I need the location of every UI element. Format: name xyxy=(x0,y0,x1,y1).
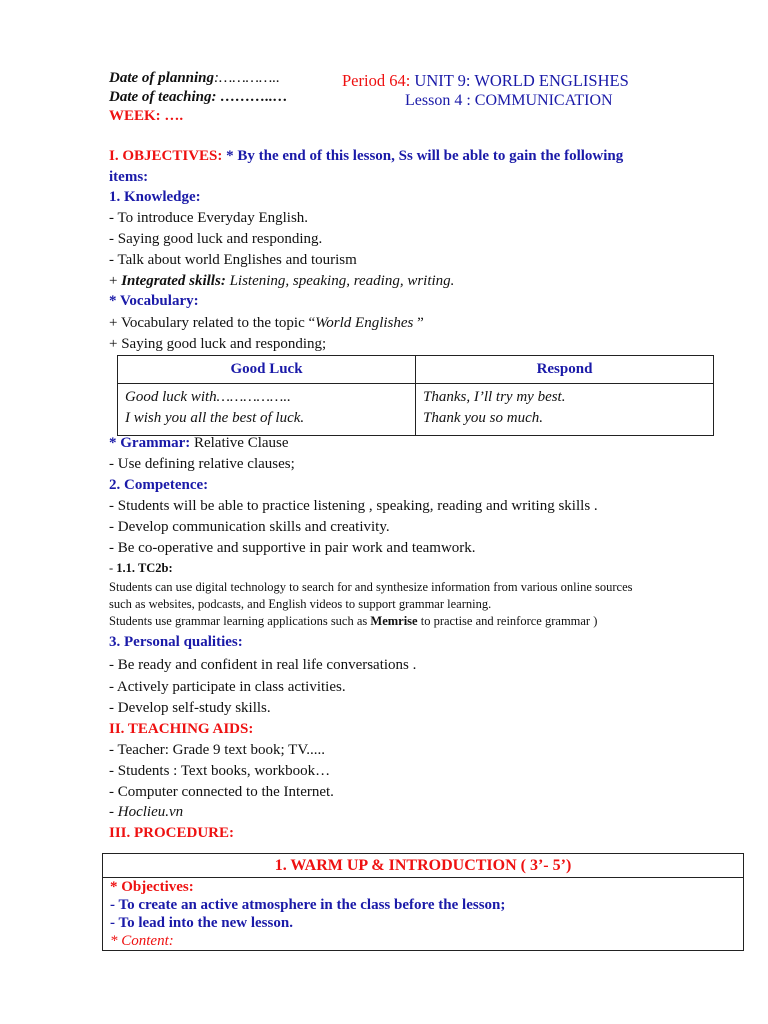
teaching-aid-item: - Students : Text books, workbook… xyxy=(109,763,331,779)
objectives-intro-cont: items: xyxy=(109,169,149,185)
warm-up-objective-item: - To create an active atmosphere in the class before the lesson; xyxy=(110,897,506,913)
table-row xyxy=(118,384,714,436)
integrated-label: Integrated skills: xyxy=(121,273,226,289)
competence-item: - Students will be able to practice listening , speaking, reading and writing skills . xyxy=(109,498,598,514)
teaching-aid-item: - Computer connected to the Internet. xyxy=(109,784,334,800)
vocabulary-item xyxy=(109,315,424,332)
unit-name: UNIT 9: WORLD ENGLISHES xyxy=(410,71,629,90)
competence-heading: 2. Competence: xyxy=(109,477,209,493)
teaching-value: : ………..… xyxy=(211,89,288,105)
tc2b-text: Students can use digital technology to search for and synthesize information from various online sources xyxy=(109,580,633,594)
objectives-label: I. OBJECTIVES: xyxy=(109,148,223,164)
respond-phrase: Thank you so much. xyxy=(423,410,543,426)
vocabulary-item: + Saying good luck and responding; xyxy=(109,336,327,352)
knowledge-item: - Talk about world Englishes and tourism xyxy=(109,252,357,268)
grammar-label: * Grammar: xyxy=(109,435,191,451)
warm-up-objective-item: - To lead into the new lesson. xyxy=(110,915,293,931)
integrated-prefix: + xyxy=(109,273,122,289)
warm-up-box xyxy=(102,853,744,951)
teaching-aid-item: - Teacher: Grade 9 text book; TV..... xyxy=(109,742,325,758)
vocab-suffix: ” xyxy=(413,315,424,331)
good-luck-phrase: I wish you all the best of luck. xyxy=(125,410,305,426)
good-luck-phrase: Good luck with…………….. xyxy=(125,389,291,405)
date-of-teaching xyxy=(109,89,288,106)
objectives-heading xyxy=(109,148,623,165)
period-label: Period 64: xyxy=(342,71,411,90)
warm-up-objectives-label: * Objectives: xyxy=(110,879,194,895)
tc2b-text: such as websites, podcasts, and English videos to support grammar learning. xyxy=(109,597,492,611)
integrated-value: Listening, speaking, reading, writing. xyxy=(225,273,455,289)
grammar-value: Relative Clause xyxy=(190,435,289,451)
tc2b-last-post: to practise and reinforce grammar ) xyxy=(417,614,598,628)
vocab-prefix: + Vocabulary related to the topic “ xyxy=(109,315,316,331)
procedure-heading: III. PROCEDURE: xyxy=(109,825,235,841)
table-header-row xyxy=(118,356,714,384)
competence-item: - Develop communication skills and creativity. xyxy=(109,519,390,535)
date-of-planning xyxy=(109,70,280,87)
lesson-title: Lesson 4 : COMMUNICATION xyxy=(405,92,613,109)
grammar-item: - Use defining relative clauses; xyxy=(109,456,295,472)
qualities-item: - Develop self-study skills. xyxy=(109,700,271,716)
grammar-line xyxy=(109,435,289,452)
teaching-aids-heading: II. TEACHING AIDS: xyxy=(109,721,254,737)
unit-title xyxy=(342,71,629,90)
qualities-item: - Actively participate in class activities. xyxy=(109,679,346,695)
vocab-topic: World Englishes xyxy=(315,315,414,331)
qualities-item: - Be ready and confident in real life conversations . xyxy=(109,657,417,673)
tc2b-memrise: Memrise xyxy=(370,614,418,628)
respond-phrase: Thanks, I’ll try my best. xyxy=(423,389,566,405)
tc2b-label: 1.1. TC2b: xyxy=(116,561,173,575)
tc2b-text xyxy=(109,614,597,629)
table-header-good-luck: Good Luck xyxy=(118,356,416,384)
vocabulary-heading: * Vocabulary: xyxy=(109,293,199,309)
warm-up-content-label: * Content: xyxy=(110,933,174,949)
planning-label: Date of planning xyxy=(109,70,215,86)
integrated-skills xyxy=(109,273,454,290)
teaching-label: Date of teaching xyxy=(109,89,212,105)
knowledge-heading: 1. Knowledge: xyxy=(109,189,201,205)
table-cell-respond xyxy=(416,384,714,436)
tc2b-heading xyxy=(109,561,173,576)
tc2b-last-pre: Students use grammar learning applications such as xyxy=(109,614,371,628)
week-label: WEEK: …. xyxy=(109,108,184,124)
objectives-intro: * By the end of this lesson, Ss will be able to gain the following xyxy=(222,148,624,164)
good-luck-table xyxy=(117,355,714,436)
knowledge-item: - Saying good luck and responding. xyxy=(109,231,323,247)
table-cell-good-luck xyxy=(118,384,416,436)
planning-value: :………….. xyxy=(214,70,280,86)
tc2b-prefix: - xyxy=(109,561,117,575)
qualities-heading: 3. Personal qualities: xyxy=(109,634,243,650)
warm-up-title: 1. WARM UP & INTRODUCTION ( 3’- 5’) xyxy=(103,854,743,878)
table-header-respond: Respond xyxy=(416,356,714,384)
competence-item: - Be co-operative and supportive in pair work and teamwork. xyxy=(109,540,476,556)
knowledge-item: - To introduce Everyday English. xyxy=(109,210,309,226)
teaching-aid-item: - Hoclieu.vn xyxy=(109,804,184,820)
